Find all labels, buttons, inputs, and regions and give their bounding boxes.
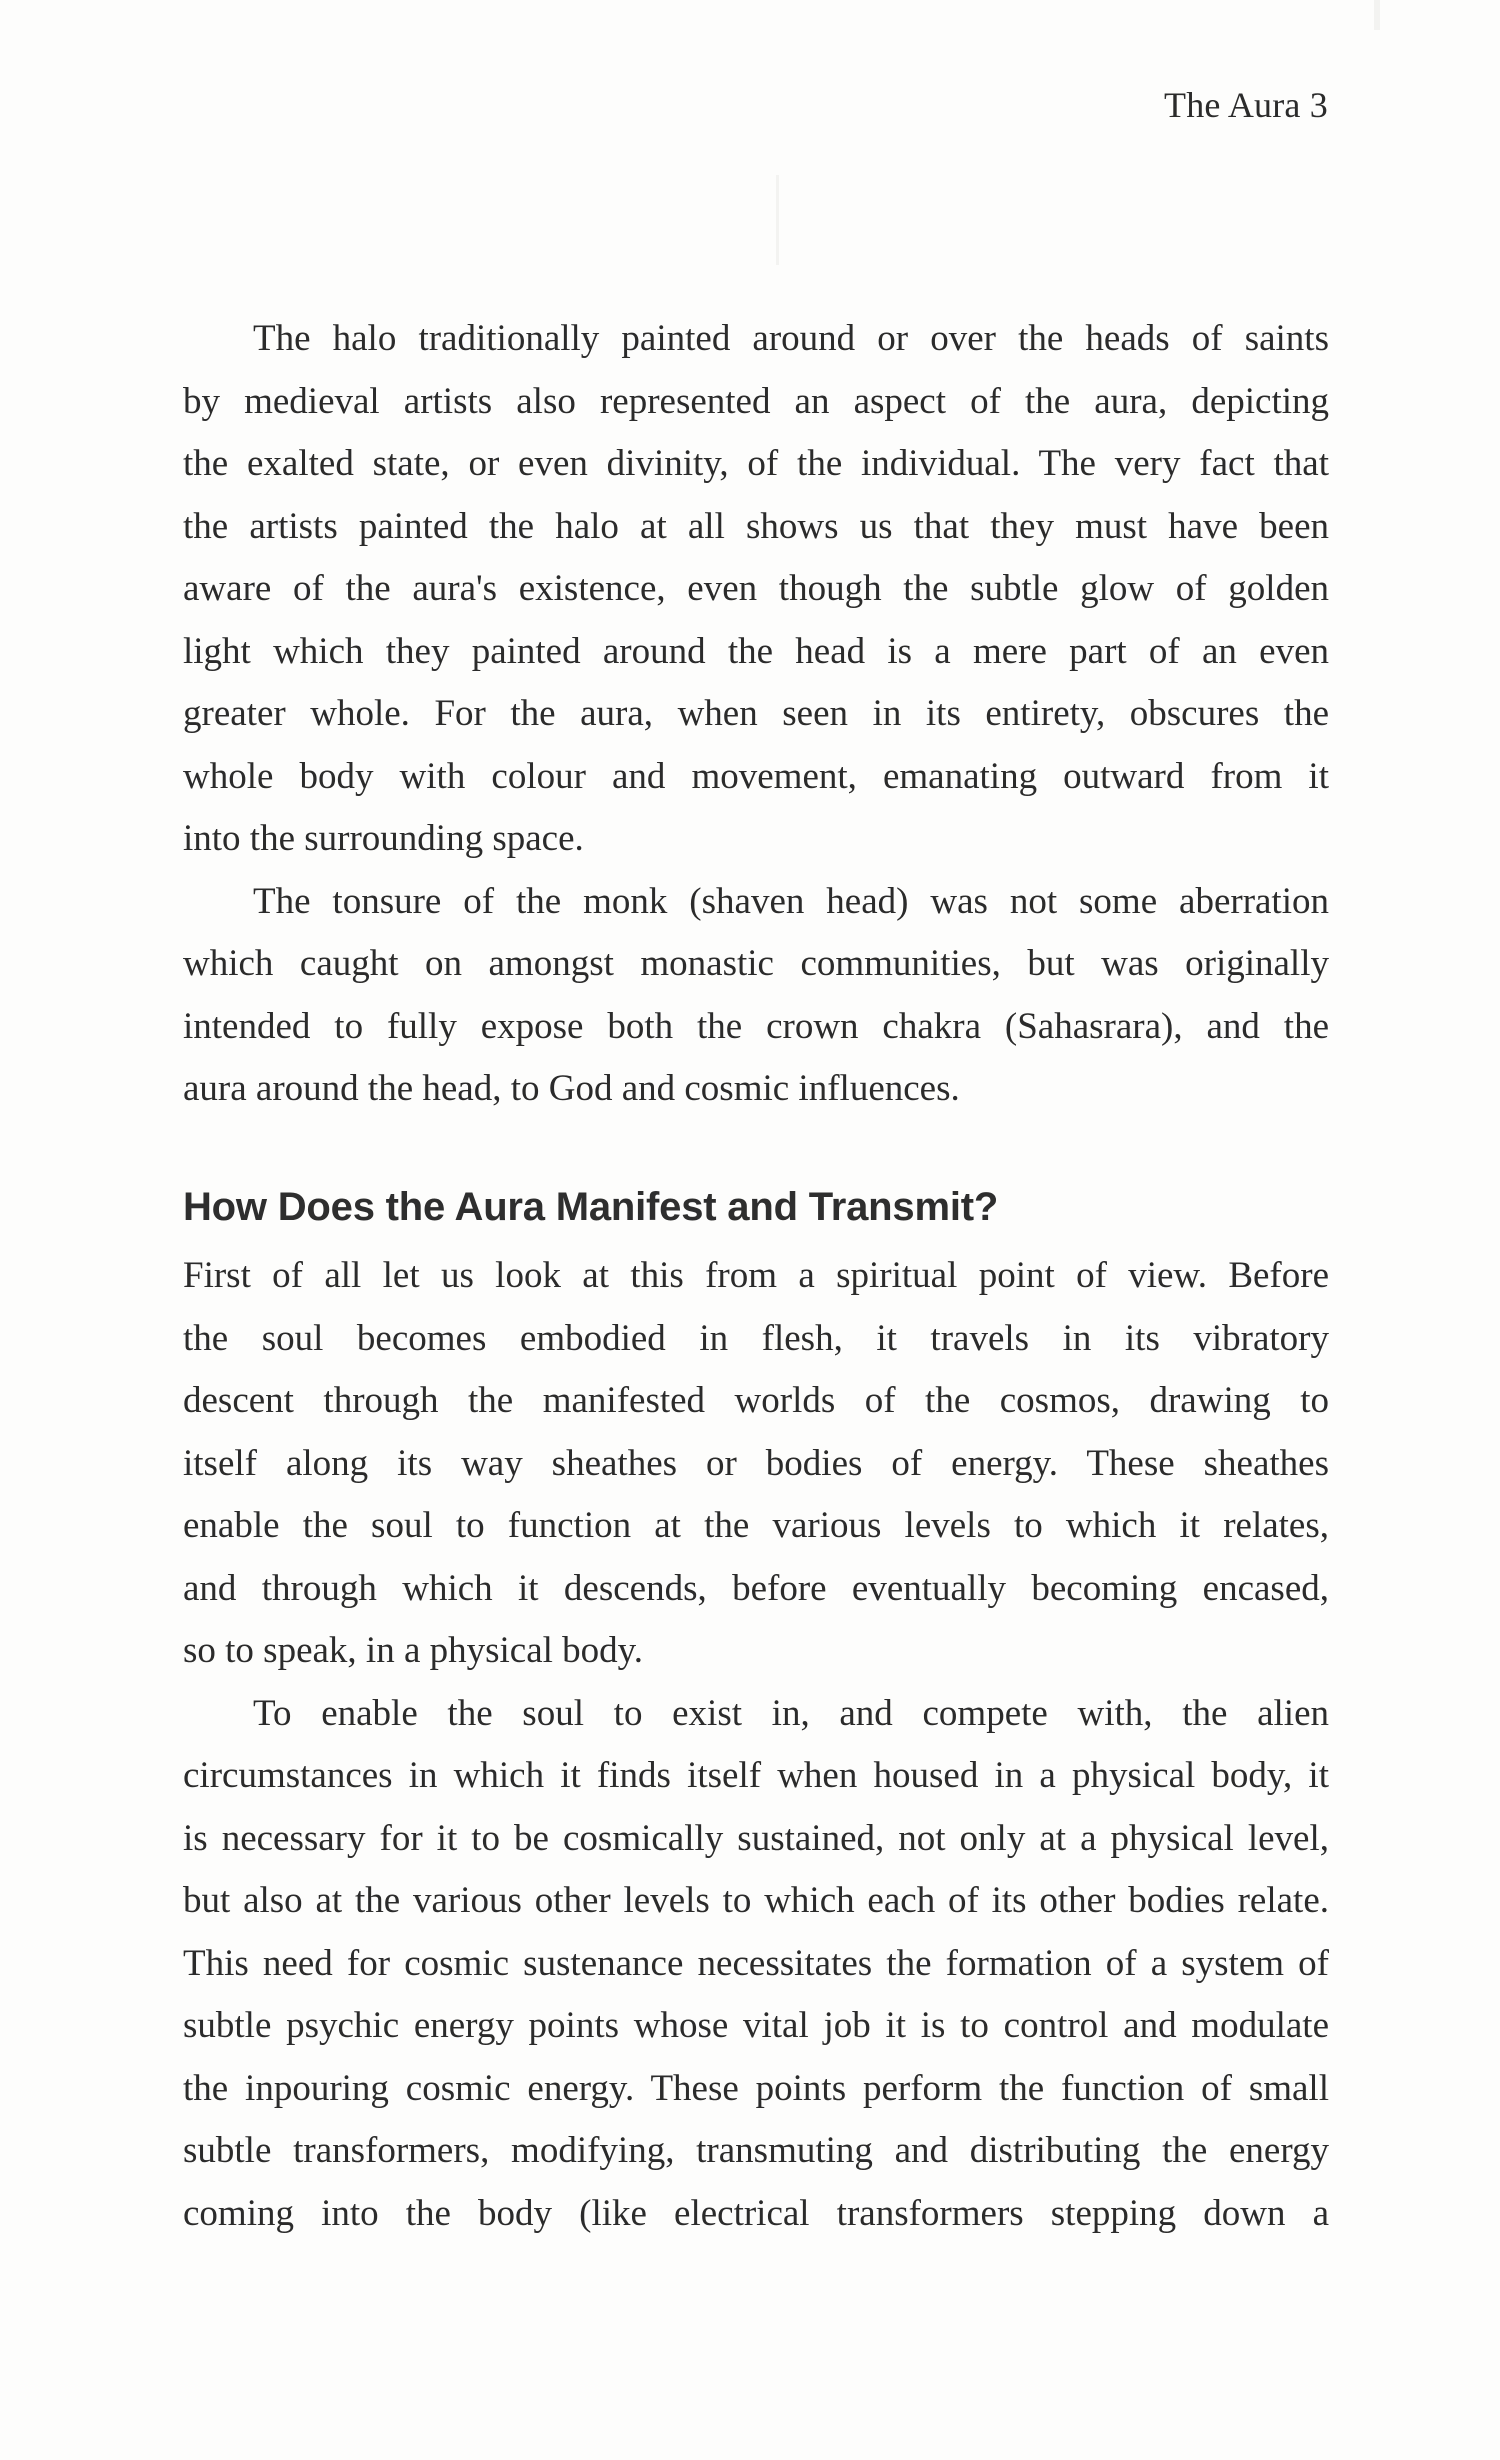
scan-artifact (1374, 0, 1380, 30)
paragraph-spiritual-view (183, 1245, 1329, 1683)
text-line: subtle transformers, modifying, transmuting and distributing the energy (183, 2130, 1329, 2171)
text-line: whole body with colour and movement, emanating outward from it (183, 755, 1329, 797)
text-line: is necessary for it to be cosmically sustained, not only at a physical level, (183, 1817, 1329, 1859)
text-line: by medieval artists also represented an aspect of the aura, depicting (183, 380, 1329, 422)
paragraph-halo (183, 308, 1329, 871)
text-line: descent through the manifested worlds of the cosmos, drawing to (183, 1380, 1329, 1421)
text-line: into the surrounding space. (183, 818, 584, 859)
paragraph-tonsure (183, 871, 1329, 1121)
text-line: and through which it descends, before eventually becoming encased, (183, 1567, 1329, 1609)
text-line: First of all let us look at this from a spiritual point of view. Before (183, 1255, 1329, 1296)
text-line: coming into the body (like electrical transformers stepping down a (183, 2192, 1329, 2234)
text-line: the inpouring cosmic energy. These points perform the function of small (183, 2067, 1329, 2109)
text-line: enable the soul to function at the various levels to which it relates, (183, 1505, 1329, 1546)
scan-artifact (776, 175, 779, 265)
text-line: light which they painted around the head is a mere part of an even (183, 630, 1329, 672)
running-head: The Aura 3 (1164, 85, 1328, 125)
text-line: circumstances in which it finds itself when housed in a physical body, it (183, 1755, 1329, 1796)
text-line: aura around the head, to God and cosmic influences. (183, 1068, 960, 1109)
text-line: subtle psychic energy points whose vital job it is to control and modulate (183, 2005, 1329, 2046)
text-line: the soul becomes embodied in flesh, it travels in its vibratory (183, 1317, 1329, 1359)
section-heading: How Does the Aura Manifest and Transmit? (183, 1185, 999, 1229)
text-line: but also at the various other levels to which each of its other bodies relate. (183, 1880, 1329, 1921)
text-line: which caught on amongst monastic communities, but was originally (183, 943, 1329, 984)
text-line: The halo traditionally painted around or over the heads of saints (253, 318, 1329, 359)
text-line: itself along its way sheathes or bodies of energy. These sheathes (183, 1442, 1329, 1484)
text-line: greater whole. For the aura, when seen in its entirety, obscures the (183, 693, 1329, 734)
text-line: This need for cosmic sustenance necessitates the formation of a system of (183, 1942, 1329, 1984)
text-line: To enable the soul to exist in, and compete with, the alien (253, 1692, 1329, 1734)
text-line: so to speak, in a physical body. (183, 1630, 644, 1671)
text-line: The tonsure of the monk (shaven head) was not some aberration (253, 880, 1329, 922)
paragraph-cosmic-sustenance (183, 1683, 1329, 2246)
text-line: aware of the aura's existence, even though the subtle glow of golden (183, 568, 1329, 609)
text-line: the exalted state, or even divinity, of the individual. The very fact that (183, 443, 1329, 484)
text-line: the artists painted the halo at all shows us that they must have been (183, 505, 1329, 547)
text-line: intended to fully expose both the crown chakra (Sahasrara), and the (183, 1005, 1329, 1047)
